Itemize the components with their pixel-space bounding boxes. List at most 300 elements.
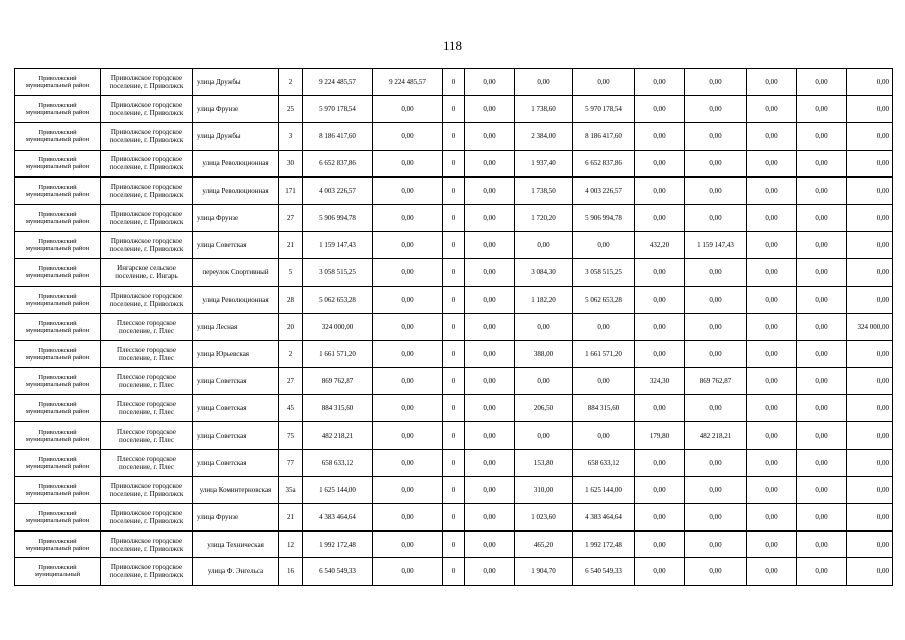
- count-cell: 0: [443, 558, 465, 585]
- house-cell: 21: [279, 232, 303, 259]
- district-cell: Приволжский муниципальный район: [15, 504, 101, 531]
- cost-col-1-cell: 0,00: [373, 150, 443, 177]
- cost-col-7-cell: 0,00: [685, 476, 747, 503]
- cost-col-9-cell: 0,00: [797, 504, 847, 531]
- cost-col-8-cell: 0,00: [747, 558, 797, 585]
- cost-col-9-cell: 0,00: [797, 395, 847, 422]
- house-cell: 30: [279, 150, 303, 177]
- cost-col-9-cell: 0,00: [797, 313, 847, 340]
- cost-col-1-cell: 0,00: [373, 340, 443, 367]
- total-cost-cell: 6 652 837,86: [303, 150, 373, 177]
- cost-col-9-cell: 0,00: [797, 69, 847, 96]
- table-row: [15, 177, 893, 204]
- area-col-6-cell: 324,30: [635, 368, 685, 395]
- street-cell: улица Советская: [193, 395, 279, 422]
- table-row: [15, 422, 893, 449]
- house-cell: 2: [279, 69, 303, 96]
- cost-col-1-cell: 0,00: [373, 96, 443, 123]
- district-cell: Приволжский муниципальный район: [15, 232, 101, 259]
- count-cell: 0: [443, 123, 465, 150]
- total-cost-cell: 1 661 571,20: [303, 340, 373, 367]
- area-cell: 1 904,70: [515, 558, 573, 585]
- total-cost-cell: 482 218,21: [303, 422, 373, 449]
- cost-col-5-cell: 4 383 464,64: [573, 504, 635, 531]
- cost-col-7-cell: 0,00: [685, 150, 747, 177]
- cost-col-3-cell: 0,00: [465, 177, 515, 204]
- cost-col-7-cell: 0,00: [685, 259, 747, 286]
- table-row: [15, 558, 893, 585]
- settlement-cell: Плесское городское поселение, г. Плес: [101, 395, 193, 422]
- street-cell: улица Юрьевская: [193, 340, 279, 367]
- count-cell: 0: [443, 449, 465, 476]
- cost-col-3-cell: 0,00: [465, 69, 515, 96]
- cost-col-1-cell: 0,00: [373, 123, 443, 150]
- total-cost-cell: 8 186 417,60: [303, 123, 373, 150]
- count-cell: 0: [443, 259, 465, 286]
- cost-col-1-cell: 0,00: [373, 232, 443, 259]
- cost-col-10-cell: 0,00: [847, 123, 893, 150]
- area-cell: 0,00: [515, 69, 573, 96]
- table-row: [15, 259, 893, 286]
- cost-col-7-cell: 869 762,87: [685, 368, 747, 395]
- area-col-6-cell: 179,80: [635, 422, 685, 449]
- table-row: [15, 150, 893, 177]
- table-row: [15, 476, 893, 503]
- total-cost-cell: 1 159 147,43: [303, 232, 373, 259]
- count-cell: 0: [443, 204, 465, 231]
- house-cell: 3: [279, 123, 303, 150]
- district-cell: Приволжский муниципальный район: [15, 476, 101, 503]
- street-cell: улица Революционная: [193, 177, 279, 204]
- district-cell: Приволжский муниципальный район: [15, 340, 101, 367]
- cost-col-10-cell: 0,00: [847, 204, 893, 231]
- cost-col-7-cell: 1 159 147,43: [685, 232, 747, 259]
- cost-col-8-cell: 0,00: [747, 177, 797, 204]
- cost-col-10-cell: 0,00: [847, 286, 893, 313]
- cost-col-3-cell: 0,00: [465, 558, 515, 585]
- cost-col-8-cell: 0,00: [747, 204, 797, 231]
- cost-col-10-cell: 0,00: [847, 69, 893, 96]
- district-cell: Приволжский муниципальный район: [15, 150, 101, 177]
- table-row: [15, 504, 893, 531]
- count-cell: 0: [443, 150, 465, 177]
- cost-col-3-cell: 0,00: [465, 531, 515, 558]
- total-cost-cell: 9 224 485,57: [303, 69, 373, 96]
- area-cell: 1 182,20: [515, 286, 573, 313]
- count-cell: 0: [443, 395, 465, 422]
- district-cell: Приволжский муниципальный район: [15, 96, 101, 123]
- district-cell: Приволжский муниципальный район: [15, 259, 101, 286]
- count-cell: 0: [443, 422, 465, 449]
- area-col-6-cell: 0,00: [635, 259, 685, 286]
- cost-col-3-cell: 0,00: [465, 422, 515, 449]
- settlement-cell: Приволжское городское поселение, г. Приволжск: [101, 504, 193, 531]
- cost-col-7-cell: 0,00: [685, 204, 747, 231]
- cost-col-5-cell: 0,00: [573, 232, 635, 259]
- street-cell: улица Советская: [193, 422, 279, 449]
- area-col-6-cell: 0,00: [635, 286, 685, 313]
- table-row: [15, 531, 893, 558]
- area-cell: 1 738,50: [515, 177, 573, 204]
- district-cell: Приволжский муниципальный район: [15, 123, 101, 150]
- cost-col-8-cell: 0,00: [747, 422, 797, 449]
- cost-col-10-cell: 0,00: [847, 531, 893, 558]
- area-cell: 0,00: [515, 313, 573, 340]
- cost-col-1-cell: 0,00: [373, 476, 443, 503]
- district-cell: Приволжский муниципальный: [15, 558, 101, 585]
- cost-col-9-cell: 0,00: [797, 204, 847, 231]
- cost-col-8-cell: 0,00: [747, 504, 797, 531]
- area-cell: 0,00: [515, 422, 573, 449]
- total-cost-cell: 5 062 653,28: [303, 286, 373, 313]
- cost-col-9-cell: 0,00: [797, 177, 847, 204]
- cost-col-10-cell: 0,00: [847, 150, 893, 177]
- settlement-cell: Приволжское городское поселение, г. Приволжск: [101, 232, 193, 259]
- cost-col-5-cell: 6 652 837,86: [573, 150, 635, 177]
- cost-col-5-cell: 8 186 417,60: [573, 123, 635, 150]
- table-row: [15, 368, 893, 395]
- settlement-cell: Плесское городское поселение, г. Плес: [101, 368, 193, 395]
- cost-col-7-cell: 482 218,21: [685, 422, 747, 449]
- cost-col-8-cell: 0,00: [747, 476, 797, 503]
- cost-col-5-cell: 5 970 178,54: [573, 96, 635, 123]
- district-cell: Приволжский муниципальный район: [15, 204, 101, 231]
- cost-col-5-cell: 3 058 515,25: [573, 259, 635, 286]
- cost-col-8-cell: 0,00: [747, 150, 797, 177]
- cost-col-8-cell: 0,00: [747, 395, 797, 422]
- street-cell: переулок Спортивный: [193, 259, 279, 286]
- street-cell: улица Лесная: [193, 313, 279, 340]
- house-cell: 12: [279, 531, 303, 558]
- count-cell: 0: [443, 286, 465, 313]
- table-row: [15, 123, 893, 150]
- cost-col-10-cell: 0,00: [847, 504, 893, 531]
- cost-col-8-cell: 0,00: [747, 313, 797, 340]
- cost-col-7-cell: 0,00: [685, 449, 747, 476]
- area-cell: 1 937,40: [515, 150, 573, 177]
- cost-col-3-cell: 0,00: [465, 504, 515, 531]
- house-cell: 2: [279, 340, 303, 367]
- cost-col-10-cell: 0,00: [847, 259, 893, 286]
- area-cell: 1 738,60: [515, 96, 573, 123]
- cost-col-5-cell: 4 003 226,57: [573, 177, 635, 204]
- cost-col-9-cell: 0,00: [797, 123, 847, 150]
- table-row: [15, 313, 893, 340]
- total-cost-cell: 1 992 172,48: [303, 531, 373, 558]
- cost-col-1-cell: 0,00: [373, 204, 443, 231]
- table-row: [15, 96, 893, 123]
- total-cost-cell: 4 003 226,57: [303, 177, 373, 204]
- district-cell: Приволжский муниципальный район: [15, 286, 101, 313]
- register-table: [14, 68, 893, 586]
- cost-col-5-cell: 658 633,12: [573, 449, 635, 476]
- cost-col-9-cell: 0,00: [797, 150, 847, 177]
- cost-col-8-cell: 0,00: [747, 69, 797, 96]
- cost-col-3-cell: 0,00: [465, 204, 515, 231]
- settlement-cell: Приволжское городское поселение, г. Приволжск: [101, 150, 193, 177]
- cost-col-1-cell: 0,00: [373, 368, 443, 395]
- cost-col-8-cell: 0,00: [747, 449, 797, 476]
- area-cell: 2 384,00: [515, 123, 573, 150]
- cost-col-9-cell: 0,00: [797, 422, 847, 449]
- house-cell: 5: [279, 259, 303, 286]
- cost-col-3-cell: 0,00: [465, 150, 515, 177]
- cost-col-1-cell: 0,00: [373, 177, 443, 204]
- cost-col-5-cell: 6 540 549,33: [573, 558, 635, 585]
- cost-col-5-cell: 0,00: [573, 69, 635, 96]
- count-cell: 0: [443, 96, 465, 123]
- settlement-cell: Приволжское городское поселение, г. Приволжск: [101, 69, 193, 96]
- cost-col-1-cell: 0,00: [373, 531, 443, 558]
- cost-col-7-cell: 0,00: [685, 395, 747, 422]
- settlement-cell: Приволжское городское поселение, г. Приволжск: [101, 531, 193, 558]
- cost-col-10-cell: 0,00: [847, 395, 893, 422]
- cost-col-10-cell: 0,00: [847, 558, 893, 585]
- cost-col-5-cell: 5 062 653,28: [573, 286, 635, 313]
- area-col-6-cell: 0,00: [635, 340, 685, 367]
- street-cell: улица Ф. Энгельса: [193, 558, 279, 585]
- settlement-cell: Плесское городское поселение, г. Плес: [101, 422, 193, 449]
- area-cell: 0,00: [515, 232, 573, 259]
- total-cost-cell: 5 970 178,54: [303, 96, 373, 123]
- area-col-6-cell: 0,00: [635, 476, 685, 503]
- house-cell: 171: [279, 177, 303, 204]
- total-cost-cell: 324 000,00: [303, 313, 373, 340]
- house-cell: 21: [279, 504, 303, 531]
- cost-col-9-cell: 0,00: [797, 232, 847, 259]
- table-row: [15, 395, 893, 422]
- cost-col-5-cell: 0,00: [573, 422, 635, 449]
- cost-col-3-cell: 0,00: [465, 286, 515, 313]
- cost-col-10-cell: 0,00: [847, 96, 893, 123]
- cost-col-1-cell: 0,00: [373, 449, 443, 476]
- district-cell: Приволжский муниципальный район: [15, 395, 101, 422]
- cost-col-10-cell: 0,00: [847, 368, 893, 395]
- area-col-6-cell: 0,00: [635, 313, 685, 340]
- cost-col-3-cell: 0,00: [465, 340, 515, 367]
- table-row: [15, 204, 893, 231]
- area-col-6-cell: 0,00: [635, 150, 685, 177]
- cost-col-3-cell: 0,00: [465, 313, 515, 340]
- total-cost-cell: 1 625 144,00: [303, 476, 373, 503]
- cost-col-1-cell: 0,00: [373, 286, 443, 313]
- street-cell: улица Советская: [193, 232, 279, 259]
- table-row: [15, 340, 893, 367]
- street-cell: улица Советская: [193, 368, 279, 395]
- cost-col-3-cell: 0,00: [465, 123, 515, 150]
- settlement-cell: Приволжское городское поселение, г. Приволжск: [101, 204, 193, 231]
- settlement-cell: Приволжское городское поселение, г. Приволжск: [101, 96, 193, 123]
- table-row: [15, 232, 893, 259]
- street-cell: улица Коминтерновская: [193, 476, 279, 503]
- cost-col-9-cell: 0,00: [797, 259, 847, 286]
- area-cell: 3 084,30: [515, 259, 573, 286]
- house-cell: 77: [279, 449, 303, 476]
- cost-col-1-cell: 0,00: [373, 259, 443, 286]
- cost-col-10-cell: 0,00: [847, 449, 893, 476]
- cost-col-5-cell: 5 906 994,78: [573, 204, 635, 231]
- house-cell: 35а: [279, 476, 303, 503]
- cost-col-5-cell: 884 315,60: [573, 395, 635, 422]
- house-cell: 28: [279, 286, 303, 313]
- cost-col-7-cell: 0,00: [685, 69, 747, 96]
- street-cell: улица Дружбы: [193, 69, 279, 96]
- street-cell: улица Революционная: [193, 286, 279, 313]
- table-body: [15, 69, 893, 586]
- area-cell: 465,20: [515, 531, 573, 558]
- cost-col-9-cell: 0,00: [797, 340, 847, 367]
- street-cell: улица Дружбы: [193, 123, 279, 150]
- count-cell: 0: [443, 177, 465, 204]
- house-cell: 45: [279, 395, 303, 422]
- cost-col-7-cell: 0,00: [685, 286, 747, 313]
- district-cell: Приволжский муниципальный район: [15, 69, 101, 96]
- area-col-6-cell: 0,00: [635, 504, 685, 531]
- cost-col-1-cell: 0,00: [373, 504, 443, 531]
- cost-col-7-cell: 0,00: [685, 558, 747, 585]
- cost-col-8-cell: 0,00: [747, 232, 797, 259]
- area-cell: 153,80: [515, 449, 573, 476]
- district-cell: Приволжский муниципальный район: [15, 449, 101, 476]
- street-cell: улица Советская: [193, 449, 279, 476]
- cost-col-9-cell: 0,00: [797, 558, 847, 585]
- cost-col-3-cell: 0,00: [465, 96, 515, 123]
- settlement-cell: Плесское городское поселение, г. Плес: [101, 449, 193, 476]
- total-cost-cell: 658 633,12: [303, 449, 373, 476]
- area-col-6-cell: 0,00: [635, 449, 685, 476]
- count-cell: 0: [443, 232, 465, 259]
- cost-col-9-cell: 0,00: [797, 449, 847, 476]
- area-cell: 206,50: [515, 395, 573, 422]
- cost-col-7-cell: 0,00: [685, 96, 747, 123]
- cost-col-1-cell: 0,00: [373, 395, 443, 422]
- cost-col-5-cell: 0,00: [573, 313, 635, 340]
- area-col-6-cell: 0,00: [635, 96, 685, 123]
- street-cell: улица Революционная: [193, 150, 279, 177]
- cost-col-10-cell: 0,00: [847, 340, 893, 367]
- settlement-cell: Ингарское сельское поселение, с. Ингарь: [101, 259, 193, 286]
- cost-col-10-cell: 0,00: [847, 422, 893, 449]
- street-cell: улица Фрунзе: [193, 96, 279, 123]
- cost-col-7-cell: 0,00: [685, 313, 747, 340]
- cost-col-7-cell: 0,00: [685, 177, 747, 204]
- area-col-6-cell: 0,00: [635, 531, 685, 558]
- settlement-cell: Приволжское городское поселение, г. Приволжск: [101, 476, 193, 503]
- street-cell: улица Техническая: [193, 531, 279, 558]
- cost-col-5-cell: 1 661 571,20: [573, 340, 635, 367]
- area-col-6-cell: 432,20: [635, 232, 685, 259]
- district-cell: Приволжский муниципальный район: [15, 422, 101, 449]
- cost-col-8-cell: 0,00: [747, 531, 797, 558]
- table-row: [15, 449, 893, 476]
- settlement-cell: Плесское городское поселение, г. Плес: [101, 313, 193, 340]
- cost-col-5-cell: 0,00: [573, 368, 635, 395]
- count-cell: 0: [443, 531, 465, 558]
- cost-col-1-cell: 0,00: [373, 313, 443, 340]
- area-cell: 1 023,60: [515, 504, 573, 531]
- cost-col-10-cell: 0,00: [847, 476, 893, 503]
- district-cell: Приволжский муниципальный район: [15, 177, 101, 204]
- area-cell: 310,00: [515, 476, 573, 503]
- cost-col-3-cell: 0,00: [465, 395, 515, 422]
- cost-col-8-cell: 0,00: [747, 286, 797, 313]
- cost-col-5-cell: 1 625 144,00: [573, 476, 635, 503]
- house-cell: 20: [279, 313, 303, 340]
- table-row: [15, 69, 893, 96]
- house-cell: 16: [279, 558, 303, 585]
- area-col-6-cell: 0,00: [635, 395, 685, 422]
- count-cell: 0: [443, 313, 465, 340]
- house-cell: 75: [279, 422, 303, 449]
- table-row: [15, 286, 893, 313]
- count-cell: 0: [443, 504, 465, 531]
- house-cell: 25: [279, 96, 303, 123]
- cost-col-8-cell: 0,00: [747, 368, 797, 395]
- total-cost-cell: 884 315,60: [303, 395, 373, 422]
- cost-col-3-cell: 0,00: [465, 449, 515, 476]
- cost-col-1-cell: 0,00: [373, 422, 443, 449]
- cost-col-10-cell: 0,00: [847, 177, 893, 204]
- count-cell: 0: [443, 476, 465, 503]
- area-col-6-cell: 0,00: [635, 558, 685, 585]
- total-cost-cell: 869 762,87: [303, 368, 373, 395]
- cost-col-1-cell: 9 224 485,57: [373, 69, 443, 96]
- count-cell: 0: [443, 340, 465, 367]
- cost-col-9-cell: 0,00: [797, 476, 847, 503]
- settlement-cell: Приволжское городское поселение, г. Приволжск: [101, 123, 193, 150]
- cost-col-10-cell: 0,00: [847, 232, 893, 259]
- cost-col-9-cell: 0,00: [797, 531, 847, 558]
- area-col-6-cell: 0,00: [635, 204, 685, 231]
- cost-col-3-cell: 0,00: [465, 368, 515, 395]
- settlement-cell: Приволжское городское поселение, г. Приволжск: [101, 177, 193, 204]
- area-col-6-cell: 0,00: [635, 177, 685, 204]
- total-cost-cell: 4 383 464,64: [303, 504, 373, 531]
- street-cell: улица Фрунзе: [193, 504, 279, 531]
- cost-col-7-cell: 0,00: [685, 340, 747, 367]
- district-cell: Приволжский муниципальный район: [15, 368, 101, 395]
- total-cost-cell: 6 540 549,33: [303, 558, 373, 585]
- page-number: 118: [442, 38, 463, 53]
- cost-col-5-cell: 1 992 172,48: [573, 531, 635, 558]
- total-cost-cell: 3 058 515,25: [303, 259, 373, 286]
- settlement-cell: Плесское городское поселение, г. Плес: [101, 340, 193, 367]
- cost-col-8-cell: 0,00: [747, 96, 797, 123]
- cost-col-10-cell: 324 000,00: [847, 313, 893, 340]
- cost-col-3-cell: 0,00: [465, 476, 515, 503]
- total-cost-cell: 5 906 994,78: [303, 204, 373, 231]
- house-cell: 27: [279, 368, 303, 395]
- cost-col-7-cell: 0,00: [685, 504, 747, 531]
- street-cell: улица Фрунзе: [193, 204, 279, 231]
- area-cell: 388,00: [515, 340, 573, 367]
- count-cell: 0: [443, 368, 465, 395]
- cost-col-8-cell: 0,00: [747, 123, 797, 150]
- settlement-cell: Приволжское городское поселение, г. Приволжск: [101, 558, 193, 585]
- cost-col-9-cell: 0,00: [797, 96, 847, 123]
- district-cell: Приволжский муниципальный район: [15, 531, 101, 558]
- count-cell: 0: [443, 69, 465, 96]
- cost-col-8-cell: 0,00: [747, 340, 797, 367]
- area-cell: 1 720,20: [515, 204, 573, 231]
- area-col-6-cell: 0,00: [635, 69, 685, 96]
- district-cell: Приволжский муниципальный район: [15, 313, 101, 340]
- cost-col-9-cell: 0,00: [797, 286, 847, 313]
- cost-col-7-cell: 0,00: [685, 531, 747, 558]
- settlement-cell: Приволжское городское поселение, г. Приволжск: [101, 286, 193, 313]
- area-cell: 0,00: [515, 368, 573, 395]
- cost-col-3-cell: 0,00: [465, 232, 515, 259]
